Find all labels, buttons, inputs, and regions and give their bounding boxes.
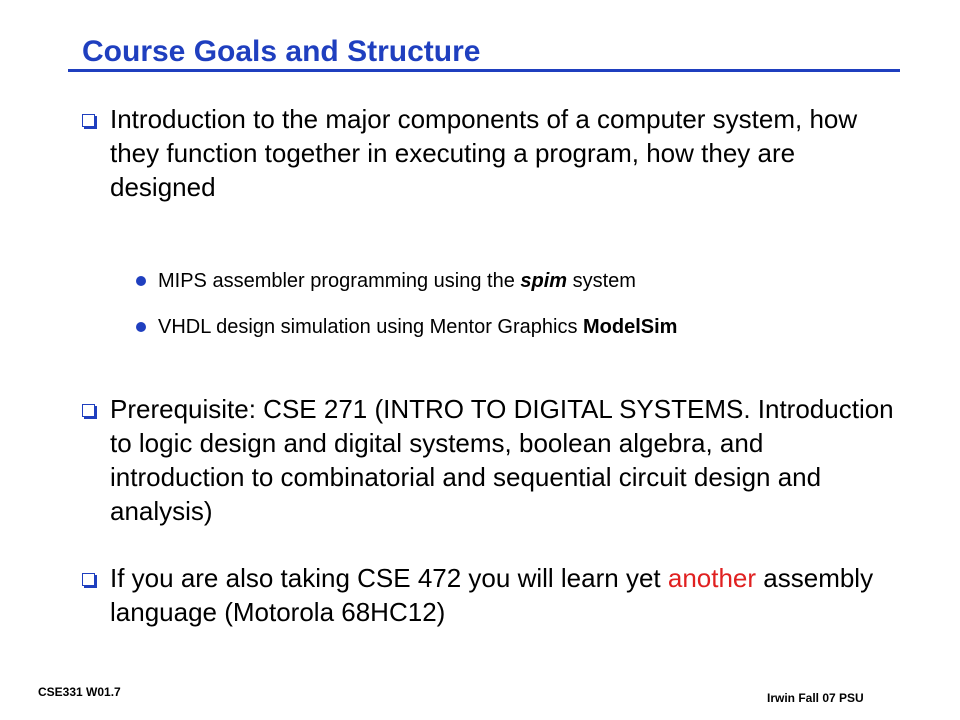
footer-right: Irwin Fall 07 PSU [767,691,864,705]
bullet-cse472-highlight: another [667,563,757,593]
footer-left: CSE331 W01.7 [38,685,121,699]
sub-bullet-vhdl-strong: ModelSim [583,316,678,338]
slide-title: Course Goals and Structure [82,35,481,68]
bullet-course-intro: Introduction to the major components of a computer system, how they function together in executing a program, how they are designed [110,104,858,202]
sub-bullet-vhdl [158,314,898,340]
sub-bullet-mips-post: system [567,270,636,292]
bullet-cse472-post: assembly language (Motorola 68HC12) [110,563,874,627]
title-underline [68,69,900,72]
bullet-cse472-pre: If you are also taking CSE 472 you will learn yet [110,563,668,593]
square-bullet-icon [82,404,95,417]
round-bullet-icon [136,276,146,286]
square-bullet-icon [82,114,95,127]
bullet-cse472 [110,561,900,629]
sub-bullet-vhdl-pre: VHDL design simulation using Mentor Graphics [158,316,584,338]
square-bullet-icon [82,573,95,586]
bullet-prerequisite: Prerequisite: CSE 271 (INTRO TO DIGITAL SYSTEMS. Introduction to logic design and digital systems, boolean algebra, and introduction to combinatorial and sequential circuit design and analysis) [110,394,894,526]
sub-bullet-mips-emph: spim [520,270,568,292]
round-bullet-icon [136,322,146,332]
sub-bullet-mips [158,268,898,294]
sub-bullet-mips-pre: MIPS assembler programming using the [158,270,521,292]
